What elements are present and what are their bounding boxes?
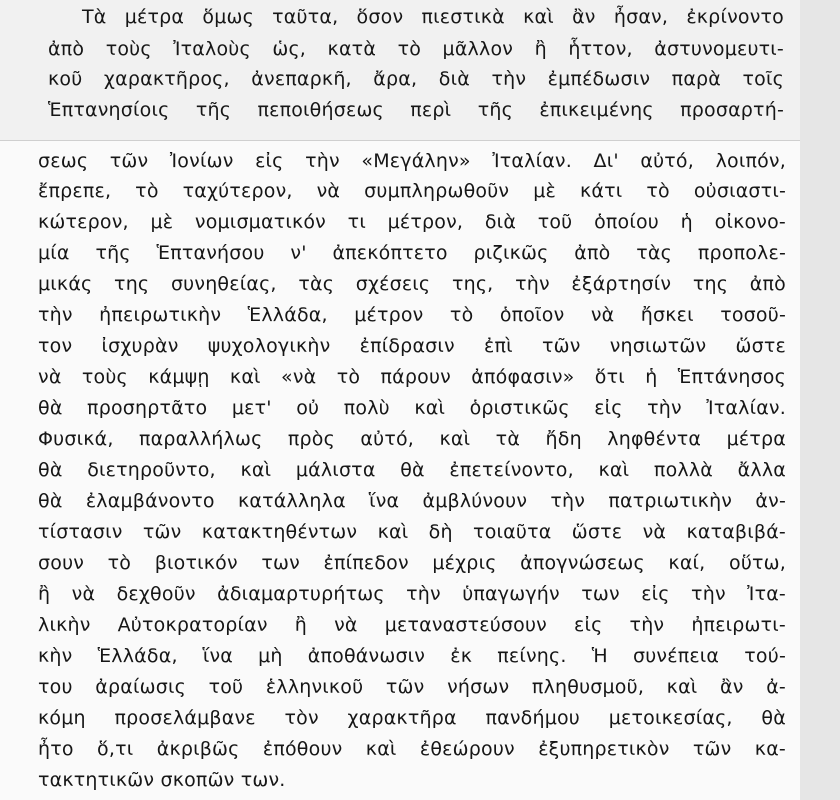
text-line: κοῦ χαρακτῆρος, ἀνεπαρκῆ, ἄρα, διὰ τὴν ἐμπέδωσιν παρὰ τοῖς	[48, 68, 784, 90]
text-line: κὴν Ἑλλάδα, ἵνα μὴ ἀποθάνωσιν ἐκ πείνης. Ἡ συνέπεια τού-	[38, 645, 786, 667]
text-line: σεως τῶν Ἰονίων εἰς τὴν «Μεγάλην» Ἰταλίαν. Δι' αὐτό, λοιπόν,	[38, 150, 786, 172]
text-line: νὰ τοὺς κάμψῃ καὶ «νὰ τὸ πάρουν ἀπόφασιν» ὅτι ἡ Ἑπτάνησος	[38, 366, 786, 388]
text-line: Τὰ μέτρα ὅμως ταῦτα, ὅσον πιεστικὰ καὶ ἂν ἦσαν, ἐκρίνοντο	[82, 6, 784, 28]
text-line: του ἀραίωσις τοῦ ἑλληνικοῦ τῶν νήσων πληθυσμοῦ, καὶ ἂν ἀ-	[38, 676, 786, 698]
text-line: μικάς της συνηθείας, τὰς σχέσεις της, τὴν ἐξάρτησίν της ἀπὸ	[38, 273, 786, 295]
text-line: σουν τὸ βιοτικόν των ἐπίπεδον μέχρις ἀπογνώσεως καί, οὕτω,	[38, 552, 786, 574]
text-line: ἔπρεπε, τὸ ταχύτερον, νὰ συμπληρωθοῦν μὲ κάτι τὸ οὐσιαστι-	[38, 180, 786, 202]
text-line: κόμη προσελάμβανε τὸν χαρακτῆρα πανδήμου μετοικεσίας, θὰ	[38, 707, 786, 729]
text-line: μία τῆς Ἑπτανήσου ν' ἀπεκόπτετο ριζικῶς ἀπὸ τὰς προπολε-	[38, 242, 786, 264]
text-line: ἀπὸ τοὺς Ἰταλοὺς ὡς, κατὰ τὸ μᾶλλον ἢ ἧττον, ἀστυνομευτι-	[48, 38, 784, 60]
text-line: κώτερον, μὲ νομισματικόν τι μέτρον, διὰ τοῦ ὁποίου ἡ οἰκονο-	[38, 211, 786, 233]
text-line: ἢ νὰ δεχθοῦν ἀδιαμαρτυρήτως τὴν ὑπαγωγήν των εἰς τὴν Ἰτα-	[38, 583, 786, 605]
text-line: ἦτο ὅ,τι ἀκριβῶς ἐπόθουν καὶ ἐθεώρουν ἐξυπηρετικὸν τῶν κα-	[38, 738, 786, 760]
text-line: λικὴν Αὐτοκρατορίαν ἢ νὰ μεταναστεύσουν εἰς τὴν ἠπειρωτι-	[38, 614, 786, 636]
text-line: τακτητικῶν σκοπῶν των.	[38, 769, 286, 791]
text-line: Φυσικά, παραλλήλως πρὸς αὐτό, καὶ τὰ ἤδη ληφθέντα μέτρα	[38, 428, 786, 450]
underlying-page-edge	[800, 0, 840, 800]
text-line: θὰ προσηρτᾶτο μετ' οὐ πολὺ καὶ ὁριστικῶς εἰς τὴν Ἰταλίαν.	[38, 397, 786, 419]
text-line: θὰ ἐλαμβάνοντο κατάλληλα ἵνα ἀμβλύνουν τὴν πατριωτικὴν ἀν-	[38, 490, 786, 512]
text-line: τὴν ἠπειρωτικὴν Ἑλλάδα, μέτρον τὸ ὁποῖον νὰ ἤσκει τοσοῦ-	[38, 304, 786, 326]
text-line: Ἑπτανησίοις τῆς πεποιθήσεως περὶ τῆς ἐπικειμένης προσαρτή-	[48, 99, 784, 121]
text-line: θὰ διετηροῦντο, καὶ μάλιστα θὰ ἐπετείνοντο, καὶ πολλὰ ἄλλα	[38, 459, 786, 481]
text-line: τίστασιν τῶν κατακτηθέντων καὶ δὴ τοιαῦτα ὥστε νὰ καταβιβά-	[38, 521, 786, 543]
text-line: τον ἰσχυρὰν ψυχολογικὴν ἐπίδρασιν ἐπὶ τῶν νησιωτῶν ὥστε	[38, 335, 786, 357]
